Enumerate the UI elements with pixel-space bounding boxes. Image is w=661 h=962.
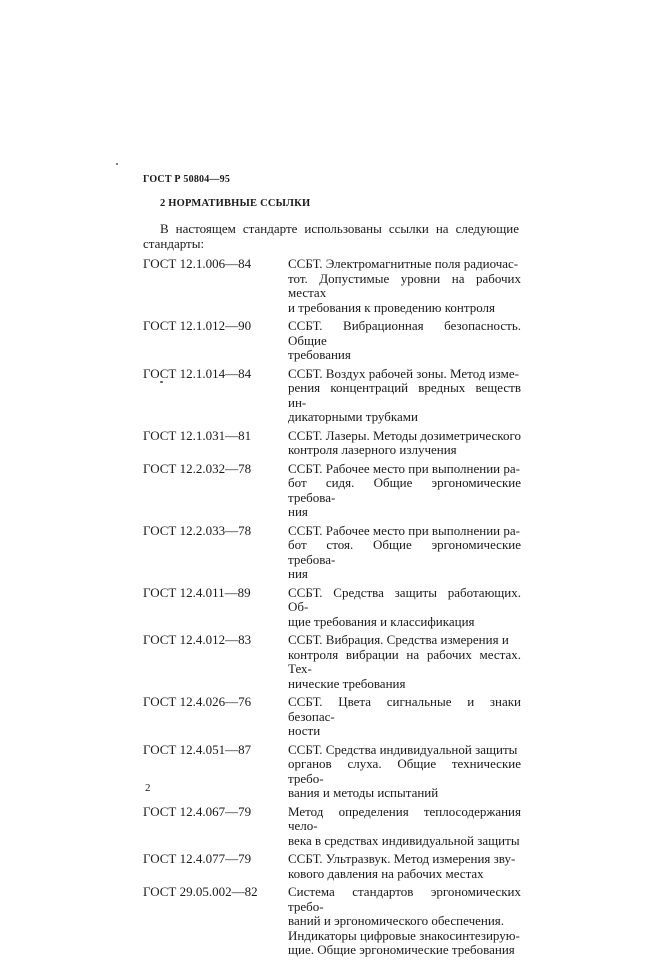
reference-item [143,743,521,801]
reference-description [288,852,521,881]
reference-item [143,695,521,739]
reference-description-line: ССБТ. Цвета сигнальные и знаки безопас- [288,694,521,724]
reference-item [143,586,521,630]
reference-description-line: ССБТ. Ультразвук. Метод измерения зву- [288,851,516,866]
reference-description-line: ваний и эргономического обеспечения. [288,913,505,928]
reference-description [288,462,521,520]
reference-description-line: ССБТ. Воздух рабочей зоны. Метод изме- [288,365,519,381]
reference-description-line: ССБТ. Средства индивидуальной защиты [288,741,518,757]
reference-description [288,367,521,425]
reference-description-line: кового давления на рабочих местах [288,865,484,881]
reference-code: ГОСТ 12.1.031—81 [143,427,252,443]
reference-item [143,885,521,958]
reference-code: ГОСТ 12.1.014—84 [143,365,252,381]
reference-code: ГОСТ 12.4.077—79 [143,851,252,866]
reference-description-line: требования [288,347,351,362]
reference-description-line: контроля лазерного излучения [288,442,457,457]
reference-code: ГОСТ 12.2.033—78 [143,522,252,538]
reference-item [143,633,521,691]
reference-description-line: ССБТ. Электромагнитные поля радиочас- [288,256,519,271]
reference-item [143,852,521,881]
reference-description [288,319,521,363]
reference-description-line: вания и методы испытаний [288,785,439,800]
reference-code: ГОСТ 12.1.006—84 [143,256,252,271]
reference-description-line: Система стандартов эргономических требо- [288,884,521,914]
reference-description [288,743,521,801]
reference-description [288,429,521,458]
reference-description-line: щие. Общие эргономические требования [288,942,515,957]
reference-description-line: тот. Допустимые уровни на рабочих местах [288,270,521,300]
reference-description-line: бот стоя. Общие эргономические требова- [288,537,521,567]
reference-item [143,462,521,520]
reference-item [143,319,521,363]
reference-code: ГОСТ 12.4.067—79 [143,803,252,819]
reference-description [288,885,521,958]
document-header: ГОСТ Р 50804—95 [143,174,231,185]
reference-description-line: нические требования [288,675,406,691]
reference-description-line: века в средствах индивидуальной защиты [288,832,520,848]
reference-description [288,524,521,582]
reference-description-line: рения концентраций вредных веществ ин- [288,380,521,410]
reference-description-line: и требования к проведению контроля [288,299,496,315]
reference-description-line: Индикаторы цифровые знакосинтезирую- [288,927,520,943]
reference-description-line: Метод определения теплосодержания чело- [288,803,521,833]
reference-description [288,633,521,691]
reference-description [288,257,521,315]
reference-item [143,367,521,425]
reference-description-line: органов слуха. Общие технические требо- [288,756,521,786]
reference-description-line: ССБТ. Рабочее место при выполнении ра- [288,460,520,476]
reference-description-line: ССБТ. Вибрация. Средства измерения и [288,632,509,647]
reference-list [143,257,521,962]
reference-description-line: ния [288,566,308,581]
reference-description [288,586,521,630]
reference-description-line: щие требования и классификация [288,613,475,629]
reference-description-line: ССБТ. Вибрационная безопасность. Общие [288,318,521,348]
reference-description [288,805,521,849]
reference-code: ГОСТ 12.1.012—90 [143,318,252,333]
reference-description-line: дикаторными трубками [288,409,418,424]
reference-item [143,429,521,458]
reference-code: ГОСТ 12.4.011—89 [143,584,251,600]
reference-code: ГОСТ 12.2.032—78 [143,460,252,476]
reference-description-line: контроля вибрации на рабочих местах. Тех- [288,646,521,676]
reference-description [288,695,521,739]
reference-description-line: ССБТ. Средства защиты работающих. Об- [288,584,521,614]
reference-description-line: ности [288,723,321,738]
scan-speck [116,163,118,165]
reference-code: ГОСТ 12.4.026—76 [143,694,252,709]
reference-code: ГОСТ 29.05.002—82 [143,884,258,899]
reference-description-line: ССБТ. Лазеры. Методы дозиметрического [288,427,521,443]
reference-item [143,805,521,849]
page-number: 2 [145,782,151,794]
reference-code: ГОСТ 12.4.051—87 [143,741,252,757]
intro-paragraph: В настоящем стандарте использованы ссылки на следующие стандарты: [143,221,519,251]
reference-item [143,524,521,582]
reference-code: ГОСТ 12.4.012—83 [143,632,252,647]
reference-description-line: бот сидя. Общие эргономические требова- [288,475,521,505]
section-title: 2 НОРМАТИВНЫЕ ССЫЛКИ [160,198,311,209]
reference-description-line: ния [288,504,308,519]
reference-description-line: ССБТ. Рабочее место при выполнении ра- [288,522,520,538]
reference-item [143,257,521,315]
